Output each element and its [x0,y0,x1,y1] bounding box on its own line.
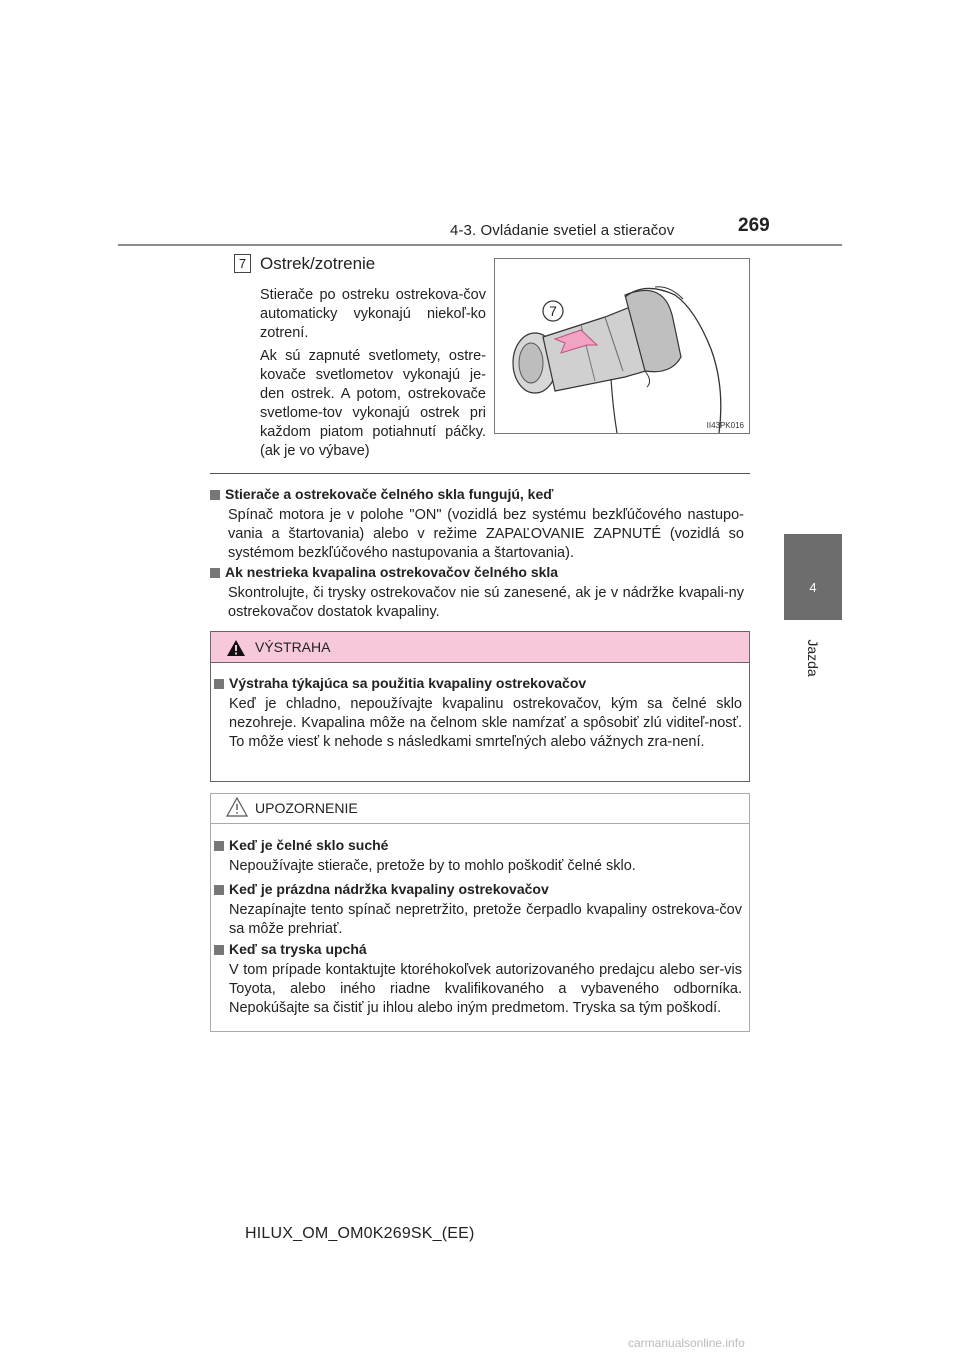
note-heading-text: Stierače a ostrekovače čelného skla fungujú, keď [225,486,554,502]
note-heading [210,486,553,502]
chapter-number: 4 [809,580,817,595]
watermark: carmanualsonline.info [628,1336,745,1350]
bullet-square-icon [214,945,224,955]
item-title: Ostrek/zotrenie [260,254,376,273]
warning-heading-text: Výstraha týkajúca sa použitia kvapaliny ostrekovačov [229,675,587,691]
figure-code: II43PK016 [706,421,744,430]
caution-header [211,794,749,824]
warning-body: Keď je chladno, nepoužívajte kvapalinu ostrekovačov, kým sa čelné sklo nezohreje. Kvapalina môže na čelnom skle namŕzať a spôsobiť zlú viditeľ-nosť. To môže viesť k nehode s následkami smrteľných alebo vážnych zra-není. [229,696,742,750]
bullet-square-icon [210,568,220,578]
caution-triangle-icon [226,797,248,817]
document-code: HILUX_OM_OM0K269SK_(EE) [245,1225,475,1242]
caution-heading [214,881,549,897]
item-paragraph: Stierače po ostreku ostrekova-čov automaticky vykonajú niekoľ-ko zotrení. [260,287,486,341]
warning-header [211,632,749,663]
caution-box [210,793,750,1032]
item-number-badge: 7 [234,254,251,273]
bullet-square-icon [214,679,224,689]
note-body: Spínač motora je v polohe "ON" (vozidlá bez systému bezkľúčového nastupo-vania a štartovania) alebo v režime ZAPAĽOVANIE ZAPNUTÉ (vozidlá so systémom bezkľúčového nastupovania a štartovania). [228,507,744,561]
lever-drawing [495,259,749,433]
caution-body: Nezapínajte tento spínač nepretržito, pretože čerpadlo kvapaliny ostrekova-čov sa môže prehriať. [229,902,742,937]
bullet-square-icon [214,885,224,895]
section-divider [210,473,750,474]
caution-heading-text: Keď sa tryska upchá [229,941,367,957]
caution-heading [214,837,388,853]
warning-triangle-icon [226,639,246,657]
caution-heading-text: Keď je prázdna nádržka kvapaliny ostrekovačov [229,881,549,897]
wiper-lever-illustration [494,258,750,434]
chapter-tab [784,534,842,620]
caution-body: V tom prípade kontaktujte ktoréhokoľvek autorizovaného predajcu alebo ser-vis Toyota, alebo iného riadne kvalifikovaného a vybaveného odborníka. Nepokúšajte sa čistiť ju ihlou alebo iným predmetom. Tryska sa tým poškodí. [229,962,742,1016]
section-title: 4-3. Ovládanie svetiel a stieračov [450,222,675,239]
header-divider [118,244,842,246]
caution-heading [214,941,367,957]
warning-title: VÝSTRAHA [255,639,331,655]
bullet-square-icon [214,841,224,851]
chapter-label: Jazda [805,639,821,677]
bullet-square-icon [210,490,220,500]
page-number: 269 [738,215,770,236]
caution-title: UPOZORNENIE [255,800,358,816]
note-heading [210,564,558,580]
callout-number: 7 [549,303,557,319]
caution-body: Nepoužívajte stierače, pretože by to mohlo poškodiť čelné sklo. [229,858,636,874]
note-heading-text: Ak nestrieka kvapalina ostrekovačov čelného skla [225,564,559,580]
warning-heading [214,675,586,691]
item-paragraph: Ak sú zapnuté svetlomety, ostre-kovače svetlometov vykonajú je-den ostrek. A potom, ostrekovače svetlome-tov vykonajú ostrek pri každom piatom potiahnutí páčky. (ak je vo výbave) [260,348,486,459]
caution-heading-text: Keď je čelné sklo suché [229,837,389,853]
note-body: Skontrolujte, či trysky ostrekovačov nie sú zanesené, ak je v nádržke kvapali-ny ostrekovačov dostatok kvapaliny. [228,585,744,620]
warning-box [210,631,750,782]
